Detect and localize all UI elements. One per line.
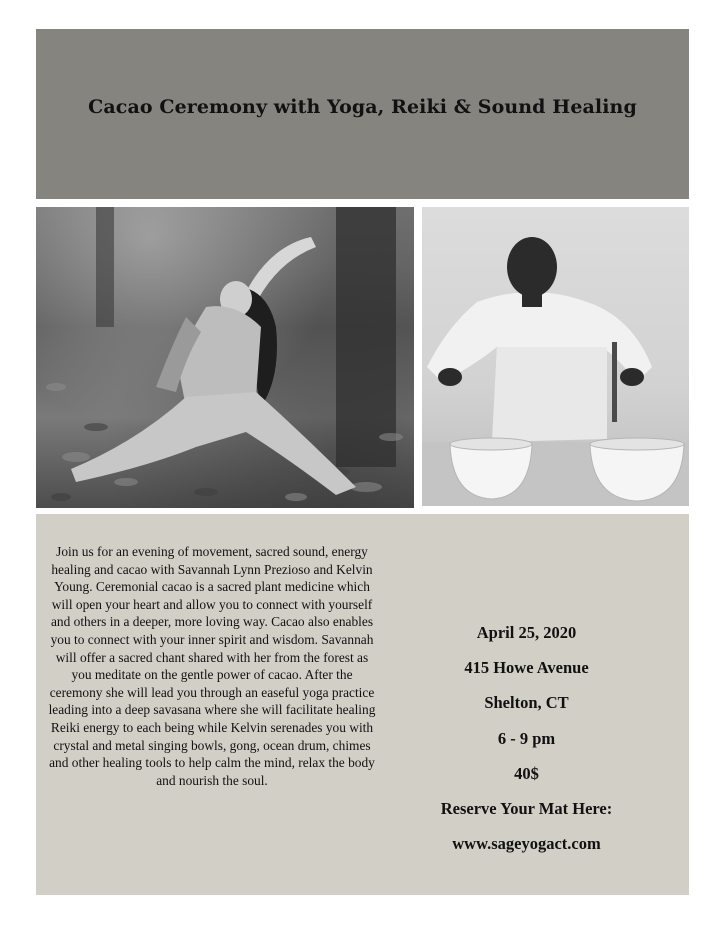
event-details	[414, 615, 639, 861]
man-crystal-singing-bowls-photo	[422, 207, 689, 506]
reserve-call-to-action: Reserve Your Mat Here:	[440, 798, 613, 818]
event-price: 40$	[514, 763, 539, 783]
page-title: Cacao Ceremony with Yoga, Reiki & Sound Healing	[88, 96, 637, 118]
info-section	[36, 514, 689, 895]
event-time: 6 - 9 pm	[497, 728, 556, 748]
event-date: April 25, 2020	[476, 623, 577, 642]
woman-yoga-pose-forest-photo	[36, 207, 414, 508]
event-city: Shelton, CT	[484, 693, 569, 713]
header-banner	[36, 29, 689, 199]
event-description: Join us for an evening of movement, sacred sound, energy healing and cacao with Savannah Lynn Prezioso and Kelvin Young. Ceremonial cacao is a sacred plant medicine which will open your heart and allow you to connect with yourself and others in a deeper, more loving way. Cacao also enables you to connect with your inner spirit and wisdom. Savannah will offer a sacred chant shared with her from the forest as you meditate on the gentle power of cacao. After the ceremony she will lead you through an easeful yoga practice leading into a deep savasana where she will facilitate healing Reiki energy to each being while Kelvin serenades you with crystal and metal singing bowls, gong, ocean drum, chimes and other healing tools to help calm the mind, relax the body and nourish the soul.	[48, 544, 376, 788]
website-link[interactable]: www.sageyogact.com	[452, 834, 601, 854]
event-address: 415 Howe Avenue	[464, 658, 589, 678]
